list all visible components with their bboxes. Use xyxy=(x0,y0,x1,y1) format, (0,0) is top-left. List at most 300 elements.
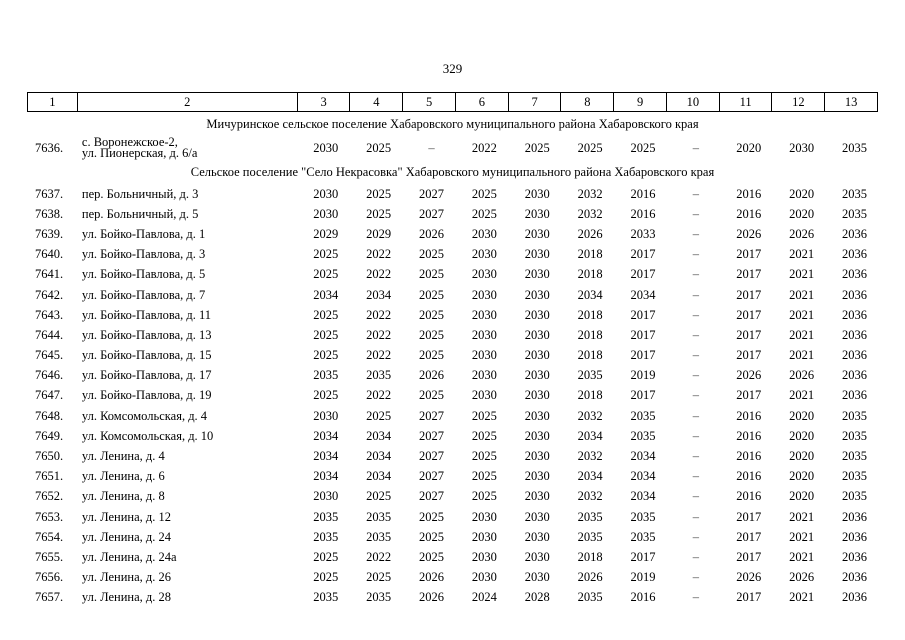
value-cell: 2025 xyxy=(419,348,445,363)
value-cell: – xyxy=(692,388,700,403)
table-row xyxy=(27,136,878,160)
value-cell: 2035 xyxy=(577,529,603,544)
group-title: Сельское поселение "Село Некрасовка" Хабаровского муниципального района Хабаровского края xyxy=(190,165,715,179)
value-cell: 2035 xyxy=(366,509,392,524)
table-row xyxy=(27,386,878,406)
table-row xyxy=(27,204,878,224)
value-cell: 2030 xyxy=(524,267,550,282)
value-cell: 2035 xyxy=(366,368,392,383)
value-cell: 2024 xyxy=(471,590,497,605)
table-row xyxy=(27,426,878,446)
value-cell: 2025 xyxy=(471,449,497,464)
value-cell: 2018 xyxy=(577,307,603,322)
value-cell: – xyxy=(692,206,700,221)
value-cell: 2030 xyxy=(471,549,497,564)
table-row xyxy=(27,184,878,204)
value-cell: 2026 xyxy=(419,368,445,383)
address-cell: ул. Бойко-Павлова, д. 1 xyxy=(81,226,206,241)
address-cell: ул. Бойко-Павлова, д. 3 xyxy=(81,247,206,262)
address-cell xyxy=(76,137,296,159)
value-cell: 2030 xyxy=(524,428,550,443)
value-cell: 2018 xyxy=(577,247,603,262)
value-cell: 2017 xyxy=(630,327,656,342)
value-cell: 2035 xyxy=(630,408,656,423)
value-cell: 2030 xyxy=(471,307,497,322)
value-cell: 2025 xyxy=(366,206,392,221)
value-cell: 2030 xyxy=(524,247,550,262)
value-cell: 2026 xyxy=(577,226,603,241)
value-cell: – xyxy=(692,226,700,241)
header-cell: 8 xyxy=(560,93,613,111)
value-cell: 2034 xyxy=(313,428,339,443)
value-cell: 2020 xyxy=(789,428,815,443)
value-cell: – xyxy=(692,529,700,544)
value-cell: 2019 xyxy=(630,570,656,585)
value-cell: 2030 xyxy=(471,247,497,262)
address-cell: ул. Бойко-Павлова, д. 19 xyxy=(81,388,212,403)
value-cell: – xyxy=(692,186,700,201)
value-cell: – xyxy=(692,267,700,282)
value-cell: 2016 xyxy=(736,408,762,423)
value-cell: 2036 xyxy=(842,570,868,585)
value-cell: 2021 xyxy=(789,267,815,282)
table-row xyxy=(27,224,878,244)
value-cell: 2032 xyxy=(577,408,603,423)
value-cell: 2036 xyxy=(842,287,868,302)
value-cell: 2021 xyxy=(789,549,815,564)
value-cell: 2030 xyxy=(471,570,497,585)
value-cell: 2025 xyxy=(471,489,497,504)
value-cell: 2017 xyxy=(736,549,762,564)
value-cell: 2025 xyxy=(419,509,445,524)
value-cell: 2025 xyxy=(313,267,339,282)
value-cell: 2016 xyxy=(736,469,762,484)
value-cell: 2017 xyxy=(736,388,762,403)
value-cell: 2035 xyxy=(630,529,656,544)
value-cell: 2029 xyxy=(366,226,392,241)
row-number: 7655. xyxy=(35,549,64,564)
row-number: 7642. xyxy=(35,287,64,302)
header-cell: 4 xyxy=(349,93,402,111)
value-cell: 2030 xyxy=(471,287,497,302)
value-cell: 2030 xyxy=(524,469,550,484)
table-row xyxy=(27,325,878,345)
value-cell: 2035 xyxy=(313,590,339,605)
value-cell: 2025 xyxy=(366,570,392,585)
value-cell: 2025 xyxy=(419,549,445,564)
value-cell: 2036 xyxy=(842,348,868,363)
address-cell: пер. Больничный, д. 5 xyxy=(81,206,199,221)
row-number: 7639. xyxy=(35,226,64,241)
address-cell: ул. Бойко-Павлова, д. 7 xyxy=(81,287,206,302)
row-number: 7648. xyxy=(35,408,64,423)
row-number: 7654. xyxy=(35,529,64,544)
value-cell: 2032 xyxy=(577,489,603,504)
value-cell: 2036 xyxy=(842,307,868,322)
value-cell: 2030 xyxy=(524,489,550,504)
value-cell: 2035 xyxy=(842,206,868,221)
value-cell: 2030 xyxy=(313,489,339,504)
value-cell: 2035 xyxy=(313,509,339,524)
address-line: с. Воронежское-2, xyxy=(81,135,178,149)
address-cell: ул. Ленина, д. 12 xyxy=(81,509,171,524)
value-cell: 2029 xyxy=(313,226,339,241)
value-cell: 2021 xyxy=(789,590,815,605)
value-cell: 2035 xyxy=(577,368,603,383)
value-cell: 2025 xyxy=(313,307,339,322)
value-cell: 2032 xyxy=(577,206,603,221)
value-cell: 2035 xyxy=(366,590,392,605)
value-cell: 2016 xyxy=(736,489,762,504)
value-cell: 2020 xyxy=(736,140,762,155)
table-row xyxy=(27,346,878,366)
value-cell: 2030 xyxy=(471,509,497,524)
value-cell: 2034 xyxy=(630,449,656,464)
value-cell: – xyxy=(692,368,700,383)
value-cell: – xyxy=(692,509,700,524)
table-row xyxy=(27,467,878,487)
value-cell: 2035 xyxy=(313,529,339,544)
value-cell: – xyxy=(692,327,700,342)
value-cell: 2027 xyxy=(419,408,445,423)
value-cell: 2030 xyxy=(313,408,339,423)
value-cell: 2035 xyxy=(366,529,392,544)
value-cell: 2030 xyxy=(524,287,550,302)
table-row xyxy=(27,406,878,426)
value-cell: – xyxy=(692,247,700,262)
value-cell: 2017 xyxy=(736,327,762,342)
value-cell: 2025 xyxy=(366,408,392,423)
header-cell: 10 xyxy=(666,93,719,111)
value-cell: 2025 xyxy=(366,140,392,155)
value-cell: 2036 xyxy=(842,226,868,241)
value-cell: 2018 xyxy=(577,327,603,342)
value-cell: 2022 xyxy=(366,307,392,322)
value-cell: 2035 xyxy=(842,489,868,504)
value-cell: 2034 xyxy=(366,428,392,443)
value-cell: 2030 xyxy=(471,388,497,403)
value-cell: 2035 xyxy=(630,428,656,443)
value-cell: 2025 xyxy=(630,140,656,155)
value-cell: 2030 xyxy=(313,186,339,201)
value-cell: 2017 xyxy=(736,529,762,544)
value-cell: 2020 xyxy=(789,489,815,504)
value-cell: 2025 xyxy=(524,140,550,155)
value-cell: 2026 xyxy=(419,570,445,585)
row-number: 7650. xyxy=(35,449,64,464)
value-cell: 2033 xyxy=(630,226,656,241)
value-cell: 2017 xyxy=(736,287,762,302)
value-cell: 2034 xyxy=(313,449,339,464)
value-cell: 2036 xyxy=(842,549,868,564)
address-line: ул. Пионерская, д. 6/а xyxy=(81,146,198,160)
row-number: 7647. xyxy=(35,388,64,403)
table-row xyxy=(27,568,878,588)
value-cell: 2021 xyxy=(789,388,815,403)
data-table xyxy=(27,92,878,608)
value-cell: 2021 xyxy=(789,327,815,342)
value-cell: 2017 xyxy=(736,307,762,322)
value-cell: 2036 xyxy=(842,368,868,383)
row-number: 7636. xyxy=(35,140,64,155)
address-cell: ул. Ленина, д. 6 xyxy=(81,469,165,484)
value-cell: 2025 xyxy=(419,327,445,342)
table-row xyxy=(27,265,878,285)
value-cell: 2016 xyxy=(630,206,656,221)
value-cell: 2025 xyxy=(313,549,339,564)
address-cell: ул. Ленина, д. 26 xyxy=(81,570,171,585)
page-number: 329 xyxy=(442,61,463,76)
value-cell: 2017 xyxy=(736,590,762,605)
header-cell: 6 xyxy=(455,93,508,111)
value-cell: 2017 xyxy=(630,267,656,282)
value-cell: 2032 xyxy=(577,186,603,201)
value-cell: 2017 xyxy=(736,247,762,262)
value-cell: 2030 xyxy=(524,327,550,342)
value-cell: 2034 xyxy=(577,428,603,443)
value-cell: 2016 xyxy=(630,590,656,605)
row-number: 7651. xyxy=(35,469,64,484)
header-cell: 3 xyxy=(297,93,350,111)
value-cell: 2036 xyxy=(842,388,868,403)
value-cell: 2025 xyxy=(366,186,392,201)
value-cell: 2026 xyxy=(789,226,815,241)
table-row xyxy=(27,366,878,386)
value-cell: 2030 xyxy=(524,509,550,524)
value-cell: 2036 xyxy=(842,267,868,282)
value-cell: 2030 xyxy=(524,388,550,403)
value-cell: 2020 xyxy=(789,469,815,484)
value-cell: 2032 xyxy=(577,449,603,464)
value-cell: 2025 xyxy=(313,327,339,342)
value-cell: 2027 xyxy=(419,449,445,464)
value-cell: 2026 xyxy=(577,570,603,585)
value-cell: – xyxy=(692,428,700,443)
value-cell: – xyxy=(428,140,435,155)
value-cell: 2025 xyxy=(419,267,445,282)
address-cell: ул. Бойко-Павлова, д. 11 xyxy=(81,307,212,322)
value-cell: 2034 xyxy=(577,287,603,302)
value-cell: 2022 xyxy=(366,247,392,262)
value-cell: 2017 xyxy=(630,247,656,262)
value-cell: 2035 xyxy=(577,590,603,605)
value-cell: 2030 xyxy=(313,140,339,155)
value-cell: 2035 xyxy=(842,186,868,201)
value-cell: 2030 xyxy=(524,226,550,241)
value-cell: 2035 xyxy=(313,368,339,383)
value-cell: 2030 xyxy=(524,570,550,585)
value-cell: – xyxy=(692,348,700,363)
value-cell: – xyxy=(692,570,700,585)
table-header-row xyxy=(27,92,878,112)
value-cell: 2030 xyxy=(524,529,550,544)
value-cell: 2026 xyxy=(419,590,445,605)
value-cell: 2030 xyxy=(524,368,550,383)
address-cell: ул. Ленина, д. 24а xyxy=(81,549,177,564)
header-cell: 7 xyxy=(508,93,561,111)
value-cell: 2028 xyxy=(524,590,550,605)
value-cell: 2025 xyxy=(419,388,445,403)
address-cell: ул. Ленина, д. 8 xyxy=(81,489,165,504)
address-cell: ул. Комсомольская, д. 4 xyxy=(81,408,208,423)
value-cell: 2027 xyxy=(419,469,445,484)
value-cell: 2025 xyxy=(419,247,445,262)
value-cell: 2025 xyxy=(577,140,603,155)
address-cell: ул. Ленина, д. 24 xyxy=(81,529,171,544)
value-cell: 2025 xyxy=(313,388,339,403)
value-cell: – xyxy=(692,287,700,302)
value-cell: 2020 xyxy=(789,206,815,221)
value-cell: 2017 xyxy=(736,348,762,363)
value-cell: 2030 xyxy=(471,529,497,544)
table-body xyxy=(27,112,878,608)
value-cell: 2034 xyxy=(366,449,392,464)
row-number: 7644. xyxy=(35,327,64,342)
value-cell: 2025 xyxy=(313,348,339,363)
value-cell: 2036 xyxy=(842,529,868,544)
value-cell: 2030 xyxy=(524,186,550,201)
value-cell: 2016 xyxy=(630,186,656,201)
value-cell: 2025 xyxy=(419,287,445,302)
value-cell: 2025 xyxy=(419,307,445,322)
value-cell: 2026 xyxy=(736,368,762,383)
value-cell: 2017 xyxy=(630,307,656,322)
value-cell: 2036 xyxy=(842,327,868,342)
table-row xyxy=(27,527,878,547)
value-cell: 2036 xyxy=(842,590,868,605)
value-cell: 2022 xyxy=(366,348,392,363)
address-cell: ул. Бойко-Павлова, д. 13 xyxy=(81,327,212,342)
value-cell: 2022 xyxy=(366,549,392,564)
value-cell: 2026 xyxy=(736,570,762,585)
value-cell: 2027 xyxy=(419,206,445,221)
value-cell: – xyxy=(692,549,700,564)
value-cell: 2036 xyxy=(842,509,868,524)
value-cell: 2035 xyxy=(842,469,868,484)
address-cell: ул. Бойко-Павлова, д. 17 xyxy=(81,368,212,383)
value-cell: 2030 xyxy=(313,206,339,221)
value-cell: 2030 xyxy=(524,307,550,322)
table-row xyxy=(27,285,878,305)
value-cell: 2030 xyxy=(471,226,497,241)
value-cell: 2030 xyxy=(524,408,550,423)
value-cell: 2016 xyxy=(736,428,762,443)
value-cell: 2025 xyxy=(313,247,339,262)
value-cell: 2025 xyxy=(313,570,339,585)
value-cell: 2035 xyxy=(842,449,868,464)
value-cell: 2018 xyxy=(577,348,603,363)
value-cell: 2026 xyxy=(789,368,815,383)
value-cell: 2022 xyxy=(366,267,392,282)
value-cell: 2021 xyxy=(789,509,815,524)
header-cell: 1 xyxy=(49,95,56,109)
value-cell: 2022 xyxy=(471,140,497,155)
value-cell: 2030 xyxy=(524,549,550,564)
value-cell: 2025 xyxy=(366,489,392,504)
address-cell: ул. Комсомольская, д. 10 xyxy=(81,428,214,443)
header-cell: 11 xyxy=(719,93,772,111)
value-cell: 2035 xyxy=(577,509,603,524)
value-cell: 2030 xyxy=(471,267,497,282)
value-cell: 2030 xyxy=(524,206,550,221)
value-cell: 2017 xyxy=(630,348,656,363)
header-cell: 13 xyxy=(824,93,877,111)
header-cell: 9 xyxy=(613,93,666,111)
header-cell: 2 xyxy=(77,93,297,111)
row-number: 7656. xyxy=(35,570,64,585)
value-cell: 2021 xyxy=(789,529,815,544)
value-cell: – xyxy=(692,469,700,484)
address-cell: ул. Бойко-Павлова, д. 5 xyxy=(81,267,206,282)
value-cell: 2016 xyxy=(736,206,762,221)
row-number: 7646. xyxy=(35,368,64,383)
address-cell: ул. Ленина, д. 28 xyxy=(81,590,171,605)
value-cell: – xyxy=(692,307,700,322)
value-cell: 2017 xyxy=(630,388,656,403)
row-number: 7638. xyxy=(35,206,64,221)
address-cell: пер. Больничный, д. 3 xyxy=(81,186,199,201)
table-row xyxy=(27,305,878,325)
value-cell: 2021 xyxy=(789,287,815,302)
header-cell: 12 xyxy=(771,93,824,111)
value-cell: 2016 xyxy=(736,186,762,201)
value-cell: 2026 xyxy=(736,226,762,241)
value-cell: 2022 xyxy=(366,327,392,342)
value-cell: 2025 xyxy=(419,529,445,544)
value-cell: 2021 xyxy=(789,247,815,262)
value-cell: 2035 xyxy=(630,509,656,524)
value-cell: 2035 xyxy=(842,428,868,443)
value-cell: 2020 xyxy=(789,449,815,464)
value-cell: 2034 xyxy=(630,287,656,302)
group-title: Мичуринское сельское поселение Хабаровского муниципального района Хабаровского края xyxy=(206,117,699,131)
value-cell: 2020 xyxy=(789,186,815,201)
value-cell: 2017 xyxy=(736,267,762,282)
row-number: 7640. xyxy=(35,247,64,262)
table-row xyxy=(27,446,878,466)
value-cell: 2030 xyxy=(789,140,815,155)
value-cell: 2019 xyxy=(630,368,656,383)
value-cell: – xyxy=(692,449,700,464)
value-cell: 2034 xyxy=(630,489,656,504)
value-cell: 2025 xyxy=(471,428,497,443)
value-cell: 2016 xyxy=(736,449,762,464)
value-cell: 2017 xyxy=(630,549,656,564)
value-cell: 2027 xyxy=(419,428,445,443)
row-number: 7649. xyxy=(35,428,64,443)
value-cell: 2030 xyxy=(524,348,550,363)
value-cell: 2030 xyxy=(524,449,550,464)
value-cell: 2027 xyxy=(419,489,445,504)
value-cell: 2025 xyxy=(471,206,497,221)
value-cell: 2022 xyxy=(366,388,392,403)
address-cell: ул. Бойко-Павлова, д. 15 xyxy=(81,348,212,363)
value-cell: 2036 xyxy=(842,247,868,262)
value-cell: 2018 xyxy=(577,549,603,564)
value-cell: 2034 xyxy=(313,469,339,484)
header-cell: 5 xyxy=(402,93,455,111)
value-cell: 2030 xyxy=(471,368,497,383)
value-cell: 2034 xyxy=(630,469,656,484)
value-cell: 2018 xyxy=(577,388,603,403)
value-cell: 2020 xyxy=(789,408,815,423)
value-cell: 2027 xyxy=(419,186,445,201)
value-cell: 2030 xyxy=(471,348,497,363)
value-cell: 2030 xyxy=(471,327,497,342)
value-cell: 2021 xyxy=(789,307,815,322)
value-cell: 2026 xyxy=(789,570,815,585)
value-cell: 2034 xyxy=(313,287,339,302)
